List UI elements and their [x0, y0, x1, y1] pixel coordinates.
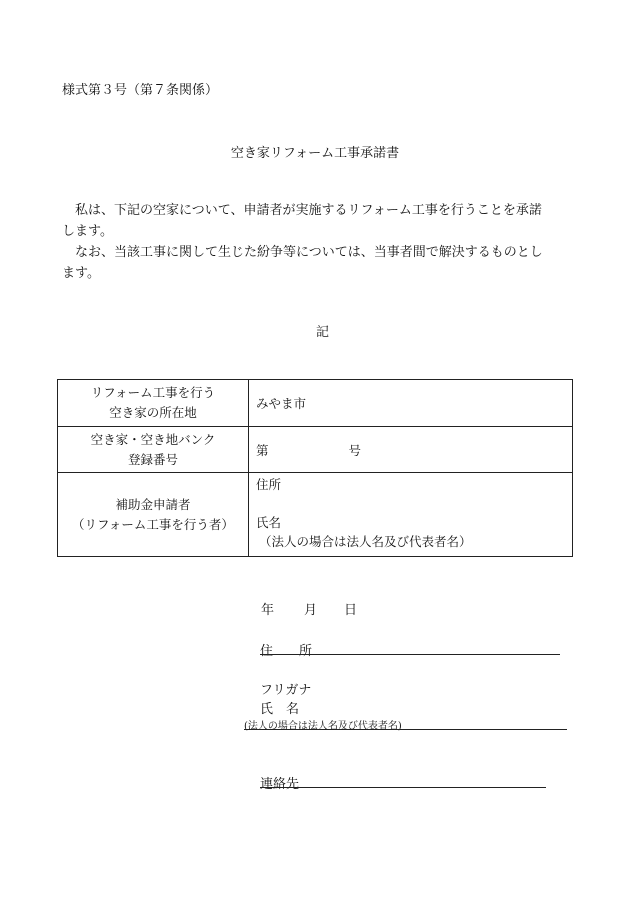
body-para1-line1: 私は、下記の空家について、申請者が実施するリフォーム工事を行うことを承諾	[75, 203, 542, 218]
registration-prefix: 第	[256, 442, 269, 458]
table-row	[58, 380, 573, 427]
applicant-label-cell	[58, 473, 249, 557]
signer-name-note: (法人の場合は法人名及び代表者名)	[244, 721, 402, 732]
applicant-name-note: （法人の場合は法人名及び代表者名）	[259, 534, 472, 549]
body-para2-line1: なお、当該工事に関して生じた紛争等については、当事者間で解決するものとし	[75, 245, 543, 260]
ki-heading: 記	[316, 325, 330, 340]
location-value: みやま市	[256, 396, 307, 411]
signer-address-label: 住 所	[260, 644, 313, 659]
signer-contact-line[interactable]	[260, 787, 546, 788]
registration-suffix: 号	[348, 442, 361, 458]
signer-contact-label: 連絡先	[260, 777, 300, 792]
applicant-name-label: 氏名	[256, 515, 282, 530]
signer-furigana-label: フリガナ	[260, 683, 312, 698]
body-paragraph-2	[62, 242, 582, 284]
date-day-label: 日	[344, 603, 358, 618]
applicant-value-cell[interactable]	[249, 473, 573, 557]
body-para2-line2: ます。	[62, 266, 100, 281]
location-label-line1: リフォーム工事を行う	[90, 385, 216, 400]
date-year-label: 年	[261, 603, 275, 618]
applicant-label-line2: （リフォーム工事を行う者）	[72, 516, 234, 532]
registration-label-line1: 空き家・空き地バンク	[90, 431, 216, 447]
signer-name-label: 氏 名	[260, 702, 300, 717]
location-label-cell	[58, 380, 249, 427]
table-row	[58, 427, 573, 473]
body-paragraph-1	[62, 200, 582, 242]
applicant-address-label: 住所	[256, 477, 282, 492]
property-info-table	[57, 379, 573, 557]
signer-name-line[interactable]	[244, 729, 567, 730]
page-title: 空き家リフォーム工事承諾書	[230, 146, 400, 161]
body-para1-line2: します。	[62, 224, 113, 239]
applicant-label-line1: 補助金申請者	[115, 496, 191, 512]
signer-address-line[interactable]	[260, 654, 560, 655]
location-label-line2: 空き家の所在地	[109, 405, 197, 420]
table-row	[58, 473, 573, 557]
registration-label-line2: 登録番号	[127, 451, 178, 467]
registration-label-cell	[58, 427, 249, 473]
registration-value-cell[interactable]	[249, 427, 573, 473]
date-month-label: 月	[304, 603, 318, 618]
location-value-cell[interactable]	[249, 380, 573, 427]
form-number: 様式第３号（第７条関係）	[62, 83, 219, 98]
